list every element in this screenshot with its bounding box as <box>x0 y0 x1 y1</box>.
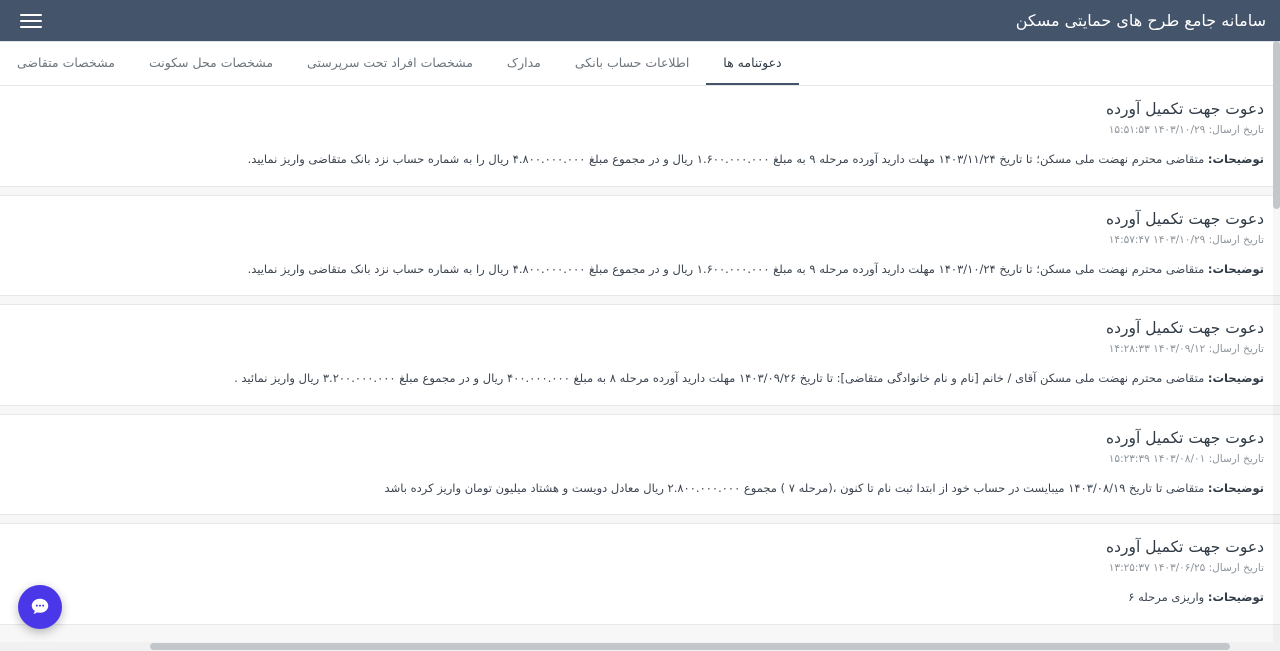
invitation-title: دعوت جهت تکمیل آورده <box>1105 428 1264 447</box>
invitation-sent-date: تاریخ ارسال: ۱۴۰۳/۰۸/۰۱ ۱۵:۲۳:۳۹ <box>1108 452 1264 465</box>
invitation-sent-date: تاریخ ارسال: ۱۴۰۳/۰۹/۱۲ ۱۴:۲۸:۳۳ <box>1108 343 1264 356</box>
invitation-description <box>16 150 1264 170</box>
description-text: متقاضی محترم نهضت ملی مسکن آقای / خانم [نام و نام خانوادگی متقاضی]: تا تاریخ ۱۴۰۳/۰۹/۲۶ مهلت دارید آورده مرحله ۸ به مبلغ ۴۰۰.۰۰۰.۰۰۰ ریال و در مجموع مبلغ ۳.۲۰۰.۰۰۰.۰۰۰ ریال واریز نمائید . <box>234 371 1205 386</box>
invitation-description <box>16 369 1264 389</box>
tab-residence-info[interactable]: مشخصات محل سکونت <box>148 54 274 70</box>
tab-documents[interactable]: مدارک <box>506 54 541 70</box>
horizontal-scrollbar-thumb[interactable] <box>150 643 1230 650</box>
tab-invitations[interactable]: دعوتنامه ها <box>706 41 798 85</box>
description-label: توضیحات: <box>1207 590 1264 605</box>
page-title: سامانه جامع طرح های حمایتی مسکن <box>1015 11 1266 30</box>
tab-bar <box>0 41 1280 86</box>
tab-dependents-info[interactable]: مشخصات افراد تحت سرپرستی <box>307 54 473 70</box>
description-text: واریزی مرحله ۶ <box>1128 590 1205 605</box>
horizontal-scrollbar[interactable] <box>0 642 1280 651</box>
invitation-sent-date: تاریخ ارسال: ۱۴۰۳/۱۰/۲۹ ۱۵:۵۱:۵۳ <box>1108 124 1264 136</box>
invitation-sent-date: تاریخ ارسال: ۱۴۰۳/۰۶/۲۵ ۱۳:۲۵:۳۷ <box>1108 562 1264 575</box>
list-item <box>0 414 1280 516</box>
invitation-title: دعوت جهت تکمیل آورده <box>1105 209 1264 228</box>
list-item <box>0 86 1280 187</box>
tab-applicant-info[interactable]: مشخصات متقاضی <box>17 54 115 70</box>
vertical-scrollbar[interactable] <box>1273 41 1280 642</box>
list-item <box>0 304 1280 406</box>
list-item <box>0 195 1280 297</box>
invitation-description <box>16 588 1264 608</box>
list-item <box>0 523 1280 625</box>
invitation-title: دعوت جهت تکمیل آورده <box>1105 538 1264 557</box>
description-label: توضیحات: <box>1207 152 1264 166</box>
description-label: توضیحات: <box>1207 371 1264 386</box>
header-divider <box>0 41 1280 42</box>
chat-bubble-icon[interactable] <box>18 585 62 629</box>
app-header <box>0 0 1280 41</box>
invitations-list <box>0 86 1280 651</box>
invitation-sent-date: تاریخ ارسال: ۱۴۰۳/۱۰/۲۹ ۱۴:۵۷:۴۷ <box>1108 233 1264 246</box>
description-label: توضیحات: <box>1207 261 1264 276</box>
description-text: متقاضی محترم نهضت ملی مسکن؛ تا تاریخ ۱۴۰۳/۱۱/۲۴ مهلت دارید آورده مرحله ۹ به مبلغ ۱.۶۰۰.۰۰۰.۰۰۰ ریال و در مجموع مبلغ ۴.۸۰۰.۰۰۰.۰۰۰ ریال را به شماره حساب نزد بانک متقاضی واریز نمایید. <box>247 152 1205 166</box>
description-text: متقاضی محترم نهضت ملی مسکن؛ تا تاریخ ۱۴۰۳/۱۰/۲۴ مهلت دارید آورده مرحله ۹ به مبلغ ۱.۶۰۰.۰۰۰.۰۰۰ ریال و در مجموع مبلغ ۴.۸۰۰.۰۰۰.۰۰۰ ریال را به شماره حساب نزد بانک متقاضی واریز نمایید. <box>247 261 1205 276</box>
tab-bank-account[interactable]: اطلاعات حساب بانکی <box>574 54 690 70</box>
invitation-description <box>16 479 1264 499</box>
description-label: توضیحات: <box>1207 480 1264 495</box>
hamburger-menu-icon[interactable] <box>18 11 42 31</box>
invitation-description <box>16 260 1264 280</box>
invitation-title: دعوت جهت تکمیل آورده <box>1105 100 1264 118</box>
vertical-scrollbar-thumb[interactable] <box>1273 41 1280 209</box>
description-text: متقاضی تا تاریخ ۱۴۰۳/۰۸/۱۹ میبایست در حساب خود از ابتدا ثبت نام تا کنون ،(مرحله ۷ ) مجموع ۲.۸۰۰.۰۰۰.۰۰۰ ریال معادل دویست و هشتاد میلیون تومان واریز کرده باشد <box>384 480 1205 495</box>
invitation-title: دعوت جهت تکمیل آورده <box>1105 319 1264 338</box>
